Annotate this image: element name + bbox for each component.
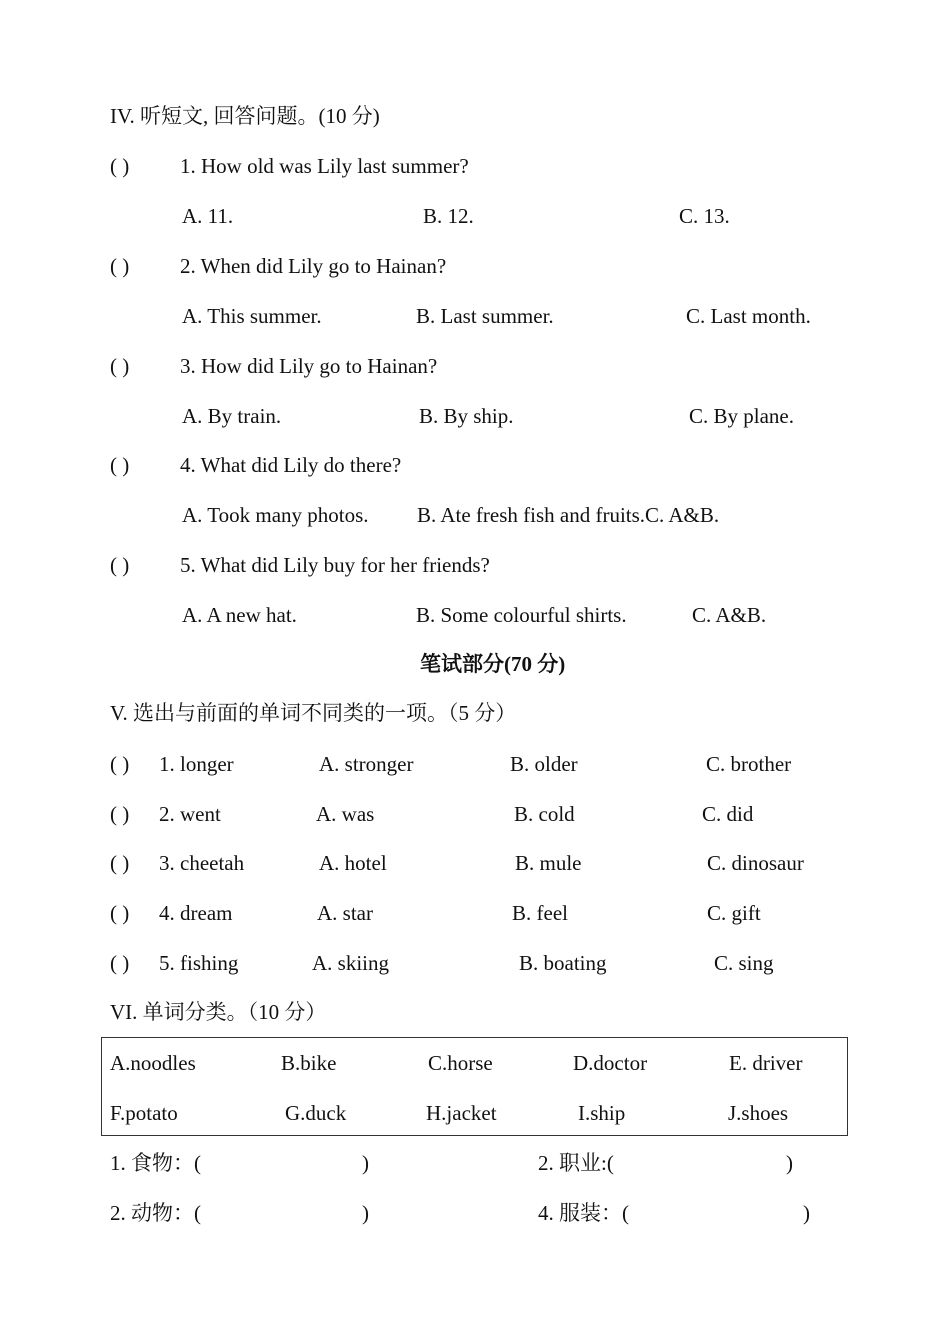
question-5-stem: 5. What did Lily buy for her friends? xyxy=(180,553,490,577)
word-bank-item: B.bike xyxy=(281,1051,337,1075)
v4-option-a: A. star xyxy=(317,901,373,925)
section-iv-heading: IV. 听短文, 回答问题。(10 分) xyxy=(110,104,380,128)
category-clothing-close: ) xyxy=(803,1201,810,1225)
section-v-heading: V. 选出与前面的单词不同类的一项。（5 分） xyxy=(110,701,517,725)
q1-option-c: C. 13. xyxy=(679,204,730,228)
answer-blank-v5: ( ) xyxy=(110,951,130,975)
v3-option-a: A. hotel xyxy=(319,851,387,875)
question-2-stem: 2. When did Lily go to Hainan? xyxy=(180,254,447,278)
v5-word: 5. fishing xyxy=(159,951,239,975)
category-food-close: ) xyxy=(362,1151,369,1175)
v2-option-c: C. did xyxy=(702,802,754,826)
v2-option-b: B. cold xyxy=(514,802,575,826)
q3-option-b: B. By ship. xyxy=(419,404,514,428)
answer-blank-q2: ( ) xyxy=(110,254,130,278)
q2-option-b: B. Last summer. xyxy=(416,304,554,328)
q5-option-c: C. A&B. xyxy=(692,603,767,627)
answer-blank-q5: ( ) xyxy=(110,553,130,577)
v3-option-b: B. mule xyxy=(515,851,582,875)
q3-option-c: C. By plane. xyxy=(689,404,794,428)
word-bank-item: J.shoes xyxy=(728,1101,789,1125)
v2-option-a: A. was xyxy=(316,802,375,826)
category-animal-label: 2. 动物：( xyxy=(110,1201,201,1225)
category-animal-close: ) xyxy=(362,1201,369,1225)
word-bank-item: D.doctor xyxy=(573,1051,648,1075)
question-4-stem: 4. What did Lily do there? xyxy=(180,453,402,477)
q3-option-a: A. By train. xyxy=(182,404,282,428)
answer-blank-q3: ( ) xyxy=(110,354,130,378)
word-bank-item: C.horse xyxy=(428,1051,493,1075)
q2-option-c: C. Last month. xyxy=(686,304,811,328)
v5-option-c: C. sing xyxy=(714,951,774,975)
section-vi-heading: VI. 单词分类。（10 分） xyxy=(110,1000,327,1024)
v1-word: 1. longer xyxy=(159,752,234,776)
category-food-label: 1. 食物：( xyxy=(110,1151,201,1175)
q4-option-a: A. Took many photos. xyxy=(182,503,369,527)
answer-blank-v3: ( ) xyxy=(110,851,130,875)
question-1-stem: 1. How old was Lily last summer? xyxy=(180,154,469,178)
question-3-stem: 3. How did Lily go to Hainan? xyxy=(180,354,438,378)
q5-option-a: A. A new hat. xyxy=(182,603,297,627)
v5-option-b: B. boating xyxy=(519,951,607,975)
word-bank-item: F.potato xyxy=(110,1101,178,1125)
word-bank-item: G.duck xyxy=(285,1101,347,1125)
q2-option-a: A. This summer. xyxy=(182,304,322,328)
v1-option-c: C. brother xyxy=(706,752,792,776)
category-job-label: 2. 职业:( xyxy=(538,1151,614,1175)
q1-option-b: B. 12. xyxy=(423,204,474,228)
category-job-close: ) xyxy=(786,1151,793,1175)
word-bank-item: H.jacket xyxy=(426,1101,497,1125)
q1-option-a: A. 11. xyxy=(182,204,234,228)
v4-word: 4. dream xyxy=(159,901,233,925)
answer-blank-q1: ( ) xyxy=(110,154,130,178)
v5-option-a: A. skiing xyxy=(312,951,390,975)
v3-word: 3. cheetah xyxy=(159,851,245,875)
v3-option-c: C. dinosaur xyxy=(707,851,804,875)
v4-option-c: C. gift xyxy=(707,901,761,925)
q4-option-b-c: B. Ate fresh fish and fruits.C. A&B. xyxy=(417,503,720,527)
answer-blank-v1: ( ) xyxy=(110,752,130,776)
written-part-title: 笔试部分(70 分) xyxy=(420,652,566,676)
answer-blank-q4: ( ) xyxy=(110,453,130,477)
word-bank-item: A.noodles xyxy=(110,1051,196,1075)
word-bank-item: I.ship xyxy=(578,1101,626,1125)
word-bank-item: E. driver xyxy=(729,1051,803,1075)
category-clothing-label: 4. 服装：( xyxy=(538,1201,629,1225)
answer-blank-v4: ( ) xyxy=(110,901,130,925)
v1-option-b: B. older xyxy=(510,752,578,776)
v1-option-a: A. stronger xyxy=(319,752,414,776)
q5-option-b: B. Some colourful shirts. xyxy=(416,603,627,627)
v4-option-b: B. feel xyxy=(512,901,568,925)
answer-blank-v2: ( ) xyxy=(110,802,130,826)
v2-word: 2. went xyxy=(159,802,221,826)
